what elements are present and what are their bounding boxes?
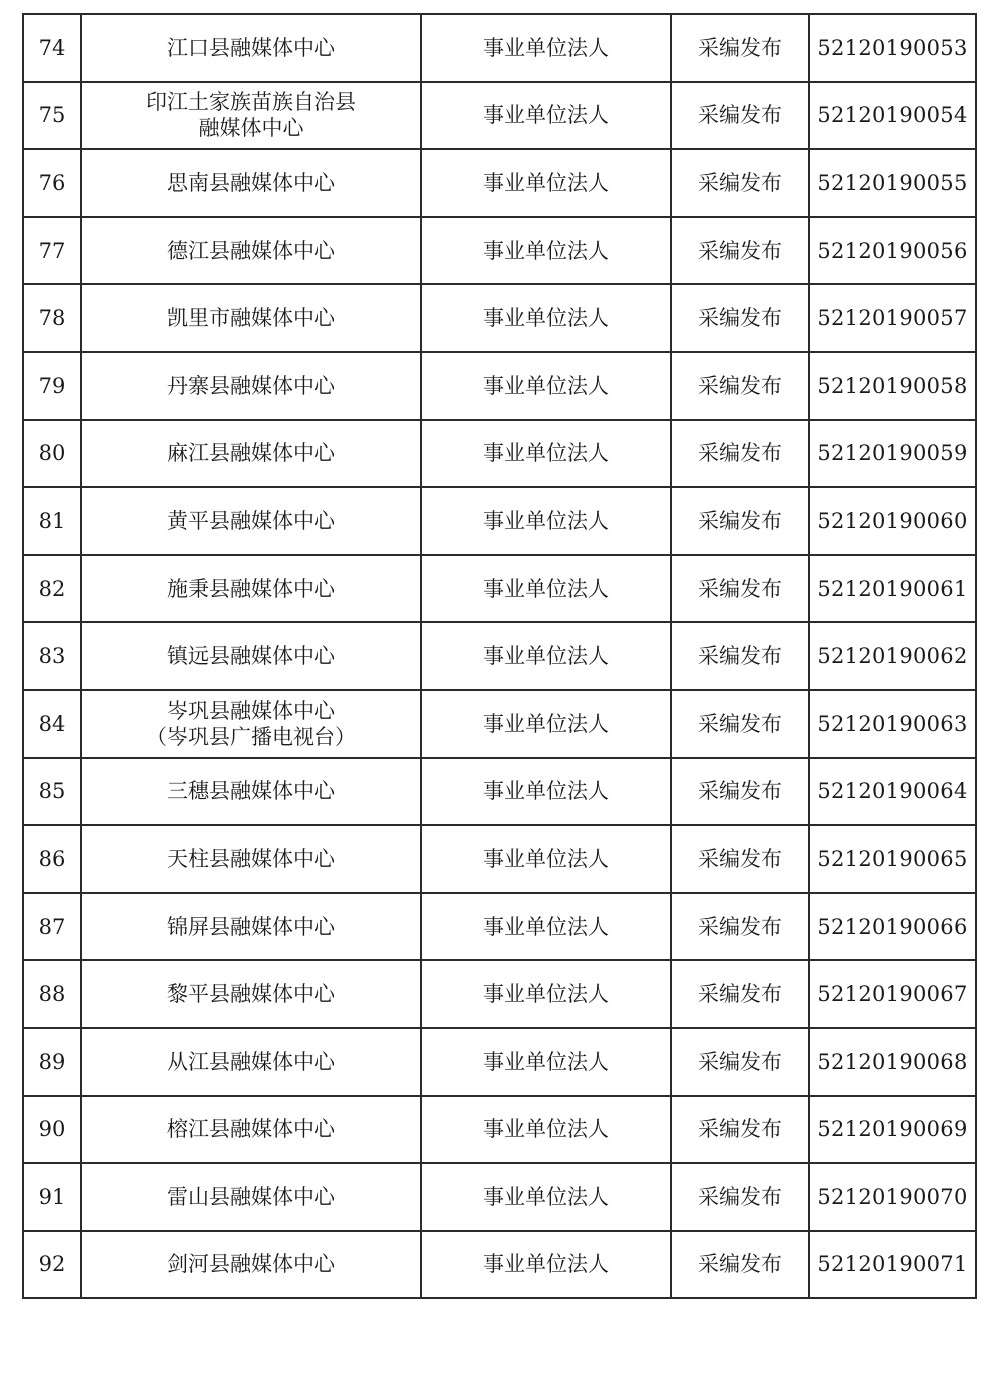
org-type-cell: 事业单位法人 bbox=[421, 622, 671, 690]
org-type-cell: 事业单位法人 bbox=[421, 487, 671, 555]
license-code-cell: 52120190066 bbox=[809, 893, 976, 961]
service-scope-cell: 采编发布 bbox=[671, 352, 809, 420]
table-row bbox=[23, 1028, 976, 1096]
org-name-line: 黄平县融媒体中心 bbox=[167, 508, 335, 533]
org-name-line: 江口县融媒体中心 bbox=[167, 35, 335, 60]
row-number-cell: 92 bbox=[23, 1231, 81, 1299]
license-code-cell: 52120190062 bbox=[809, 622, 976, 690]
org-name-line: 雷山县融媒体中心 bbox=[167, 1184, 335, 1209]
org-name-cell bbox=[81, 960, 421, 1028]
org-name-line: 从江县融媒体中心 bbox=[167, 1049, 335, 1074]
license-code-cell: 52120190061 bbox=[809, 555, 976, 623]
table-row bbox=[23, 284, 976, 352]
table-row bbox=[23, 487, 976, 555]
registry-table bbox=[22, 13, 977, 1299]
registry-table-body bbox=[23, 14, 976, 1298]
table-row bbox=[23, 420, 976, 488]
row-number-cell: 75 bbox=[23, 82, 81, 150]
org-name-cell bbox=[81, 1028, 421, 1096]
org-name-cell bbox=[81, 1163, 421, 1231]
table-row bbox=[23, 352, 976, 420]
org-name-line: 榕江县融媒体中心 bbox=[167, 1117, 335, 1142]
table-row bbox=[23, 555, 976, 623]
row-number-cell: 78 bbox=[23, 284, 81, 352]
table-row bbox=[23, 217, 976, 285]
org-type-cell: 事业单位法人 bbox=[421, 758, 671, 826]
org-name-line: 融媒体中心 bbox=[198, 116, 304, 141]
row-number-cell: 80 bbox=[23, 420, 81, 488]
org-type-cell: 事业单位法人 bbox=[421, 1028, 671, 1096]
org-name-cell bbox=[81, 758, 421, 826]
org-name-cell bbox=[81, 1231, 421, 1299]
org-type-cell: 事业单位法人 bbox=[421, 149, 671, 217]
table-row bbox=[23, 1163, 976, 1231]
org-name-line: 施秉县融媒体中心 bbox=[167, 576, 335, 601]
org-name-cell bbox=[81, 1096, 421, 1164]
org-name-cell bbox=[81, 555, 421, 623]
row-number-cell: 85 bbox=[23, 758, 81, 826]
service-scope-cell: 采编发布 bbox=[671, 82, 809, 150]
org-name-line: 岑巩县融媒体中心 bbox=[167, 698, 335, 723]
table-row bbox=[23, 825, 976, 893]
org-name-line: 印江土家族苗族自治县 bbox=[146, 90, 356, 115]
org-type-cell: 事业单位法人 bbox=[421, 420, 671, 488]
org-name-cell bbox=[81, 149, 421, 217]
license-code-cell: 52120190071 bbox=[809, 1231, 976, 1299]
row-number-cell: 83 bbox=[23, 622, 81, 690]
org-name-cell bbox=[81, 217, 421, 285]
row-number-cell: 82 bbox=[23, 555, 81, 623]
table-row bbox=[23, 758, 976, 826]
org-name-line: 麻江县融媒体中心 bbox=[167, 441, 335, 466]
org-name-cell bbox=[81, 284, 421, 352]
service-scope-cell: 采编发布 bbox=[671, 758, 809, 826]
table-row bbox=[23, 893, 976, 961]
org-type-cell: 事业单位法人 bbox=[421, 217, 671, 285]
org-name-line: 思南县融媒体中心 bbox=[167, 170, 335, 195]
org-type-cell: 事业单位法人 bbox=[421, 893, 671, 961]
license-code-cell: 52120190056 bbox=[809, 217, 976, 285]
service-scope-cell: 采编发布 bbox=[671, 284, 809, 352]
license-code-cell: 52120190068 bbox=[809, 1028, 976, 1096]
org-name-cell bbox=[81, 352, 421, 420]
org-name-line: 黎平县融媒体中心 bbox=[167, 982, 335, 1007]
row-number-cell: 84 bbox=[23, 690, 81, 758]
org-name-line: 德江县融媒体中心 bbox=[167, 238, 335, 263]
org-name-line: 天柱县融媒体中心 bbox=[167, 846, 335, 871]
service-scope-cell: 采编发布 bbox=[671, 690, 809, 758]
table-row bbox=[23, 1096, 976, 1164]
table-row bbox=[23, 82, 976, 150]
org-type-cell: 事业单位法人 bbox=[421, 284, 671, 352]
org-name-line: 丹寨县融媒体中心 bbox=[167, 373, 335, 398]
org-name-cell bbox=[81, 14, 421, 82]
org-name-cell bbox=[81, 825, 421, 893]
license-code-cell: 52120190067 bbox=[809, 960, 976, 1028]
org-type-cell: 事业单位法人 bbox=[421, 352, 671, 420]
org-name-cell bbox=[81, 82, 421, 150]
org-type-cell: 事业单位法人 bbox=[421, 14, 671, 82]
license-code-cell: 52120190058 bbox=[809, 352, 976, 420]
service-scope-cell: 采编发布 bbox=[671, 1028, 809, 1096]
org-type-cell: 事业单位法人 bbox=[421, 960, 671, 1028]
table-row bbox=[23, 14, 976, 82]
org-name-cell bbox=[81, 622, 421, 690]
org-name-line: 锦屏县融媒体中心 bbox=[167, 914, 335, 939]
service-scope-cell: 采编发布 bbox=[671, 960, 809, 1028]
license-code-cell: 52120190057 bbox=[809, 284, 976, 352]
service-scope-cell: 采编发布 bbox=[671, 217, 809, 285]
service-scope-cell: 采编发布 bbox=[671, 1096, 809, 1164]
row-number-cell: 88 bbox=[23, 960, 81, 1028]
license-code-cell: 52120190063 bbox=[809, 690, 976, 758]
org-type-cell: 事业单位法人 bbox=[421, 555, 671, 623]
org-name-cell bbox=[81, 487, 421, 555]
license-code-cell: 52120190054 bbox=[809, 82, 976, 150]
table-row bbox=[23, 690, 976, 758]
license-code-cell: 52120190070 bbox=[809, 1163, 976, 1231]
row-number-cell: 89 bbox=[23, 1028, 81, 1096]
table-row bbox=[23, 960, 976, 1028]
service-scope-cell: 采编发布 bbox=[671, 1231, 809, 1299]
org-name-cell bbox=[81, 893, 421, 961]
service-scope-cell: 采编发布 bbox=[671, 487, 809, 555]
org-type-cell: 事业单位法人 bbox=[421, 82, 671, 150]
license-code-cell: 52120190053 bbox=[809, 14, 976, 82]
row-number-cell: 79 bbox=[23, 352, 81, 420]
license-code-cell: 52120190055 bbox=[809, 149, 976, 217]
service-scope-cell: 采编发布 bbox=[671, 893, 809, 961]
row-number-cell: 81 bbox=[23, 487, 81, 555]
org-type-cell: 事业单位法人 bbox=[421, 1231, 671, 1299]
service-scope-cell: 采编发布 bbox=[671, 14, 809, 82]
org-name-cell bbox=[81, 690, 421, 758]
row-number-cell: 86 bbox=[23, 825, 81, 893]
org-name-cell bbox=[81, 420, 421, 488]
table-row bbox=[23, 622, 976, 690]
org-name-line: （岑巩县广播电视台） bbox=[146, 724, 356, 749]
service-scope-cell: 采编发布 bbox=[671, 149, 809, 217]
service-scope-cell: 采编发布 bbox=[671, 555, 809, 623]
row-number-cell: 76 bbox=[23, 149, 81, 217]
org-name-line: 三穗县融媒体中心 bbox=[167, 779, 335, 804]
org-type-cell: 事业单位法人 bbox=[421, 1096, 671, 1164]
row-number-cell: 77 bbox=[23, 217, 81, 285]
org-name-line: 镇远县融媒体中心 bbox=[167, 644, 335, 669]
license-code-cell: 52120190069 bbox=[809, 1096, 976, 1164]
row-number-cell: 91 bbox=[23, 1163, 81, 1231]
license-code-cell: 52120190064 bbox=[809, 758, 976, 826]
row-number-cell: 74 bbox=[23, 14, 81, 82]
row-number-cell: 90 bbox=[23, 1096, 81, 1164]
org-name-line: 凯里市融媒体中心 bbox=[167, 306, 335, 331]
license-code-cell: 52120190065 bbox=[809, 825, 976, 893]
service-scope-cell: 采编发布 bbox=[671, 622, 809, 690]
org-name-line: 剑河县融媒体中心 bbox=[167, 1252, 335, 1277]
service-scope-cell: 采编发布 bbox=[671, 420, 809, 488]
license-code-cell: 52120190059 bbox=[809, 420, 976, 488]
table-row bbox=[23, 1231, 976, 1299]
service-scope-cell: 采编发布 bbox=[671, 1163, 809, 1231]
row-number-cell: 87 bbox=[23, 893, 81, 961]
table-row bbox=[23, 149, 976, 217]
license-code-cell: 52120190060 bbox=[809, 487, 976, 555]
org-type-cell: 事业单位法人 bbox=[421, 825, 671, 893]
org-type-cell: 事业单位法人 bbox=[421, 690, 671, 758]
service-scope-cell: 采编发布 bbox=[671, 825, 809, 893]
org-type-cell: 事业单位法人 bbox=[421, 1163, 671, 1231]
